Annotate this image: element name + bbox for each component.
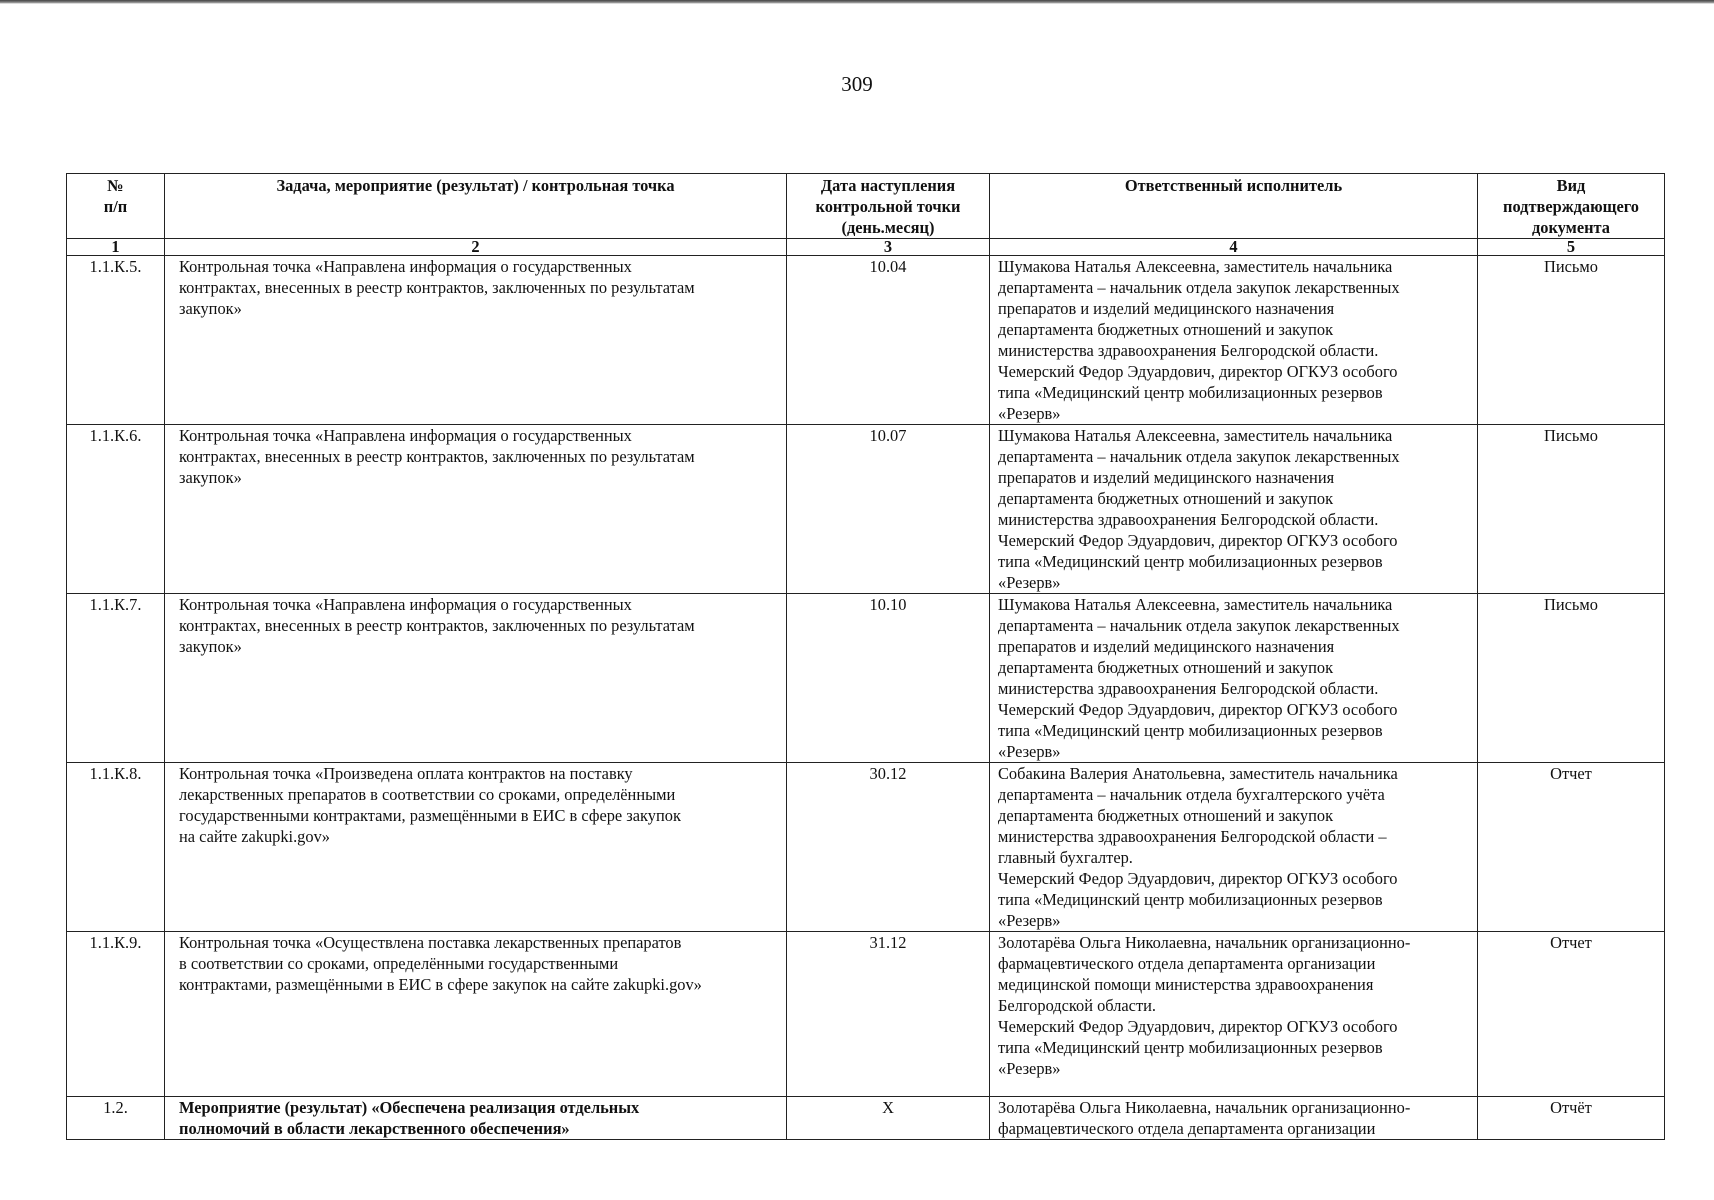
control-date: 10.04: [787, 256, 990, 425]
text-line: Шумакова Наталья Алексеевна, заместитель начальника: [998, 595, 1393, 614]
responsible-executor: [990, 425, 1478, 594]
column-number: 1: [67, 239, 165, 256]
item-number: 1.1.К.6.: [67, 425, 165, 594]
text-line: подтверждающего: [1503, 197, 1639, 216]
task-description: [165, 256, 787, 425]
text-line: Дата наступления: [820, 176, 956, 195]
text-line: Контрольная точка «Произведена оплата контрактов на поставку: [179, 764, 633, 783]
text-line: «Резерв»: [998, 1059, 1061, 1078]
text-line: Чемерский Федор Эдуардович, директор ОГКУЗ особого: [998, 869, 1398, 888]
text-line: медицинской помощи министерства здравоохранения: [998, 975, 1374, 994]
column-number: 2: [165, 239, 787, 256]
text-line: департамента бюджетных отношений и закупок: [998, 320, 1334, 339]
text-line: Контрольная точка «Направлена информация о государственных: [179, 257, 632, 276]
column-number-row: [67, 239, 1665, 256]
text-line: типа «Медицинский центр мобилизационных резервов: [998, 890, 1383, 909]
column-number: 5: [1478, 239, 1665, 256]
text-line: на сайте zakupki.gov»: [179, 827, 330, 846]
column-number: 4: [990, 239, 1478, 256]
document-type: Письмо: [1478, 425, 1665, 594]
text-line: препаратов и изделий медицинского назначения: [998, 299, 1335, 318]
responsible-executor: [990, 1097, 1478, 1140]
text-line: закупок»: [179, 637, 242, 656]
control-date: Х: [787, 1097, 990, 1140]
scan-edge: [0, 0, 1714, 4]
header-cell: [165, 174, 787, 239]
text-line: Собакина Валерия Анатольевна, заместитель начальника: [998, 764, 1398, 783]
item-number: 1.2.: [67, 1097, 165, 1140]
control-points-table: [66, 173, 1665, 1140]
text-line: препаратов и изделий медицинского назначения: [998, 468, 1335, 487]
text-line: (день.месяц): [841, 218, 935, 237]
text-line: Контрольная точка «Направлена информация о государственных: [179, 426, 632, 445]
task-description: [165, 1097, 787, 1140]
text-line: полномочий в области лекарственного обеспечения»: [179, 1119, 570, 1138]
text-line: Чемерский Федор Эдуардович, директор ОГКУЗ особого: [998, 362, 1398, 381]
control-date: 10.07: [787, 425, 990, 594]
document-type: Письмо: [1478, 256, 1665, 425]
text-line: Чемерский Федор Эдуардович, директор ОГКУЗ особого: [998, 531, 1398, 550]
column-number: 3: [787, 239, 990, 256]
page-number: 309: [841, 72, 873, 96]
text-line: Мероприятие (результат) «Обеспечена реализация отдельных: [179, 1098, 640, 1117]
text-line: документа: [1531, 218, 1610, 237]
text-line: министерства здравоохранения Белгородской области.: [998, 341, 1379, 360]
control-date: 30.12: [787, 763, 990, 932]
table-row: [67, 425, 1665, 594]
control-date: 31.12: [787, 932, 990, 1097]
item-number: 1.1.К.9.: [67, 932, 165, 1097]
text-line: контрактах, внесенных в реестр контрактов, заключенных по результатам: [179, 447, 695, 466]
document-type: Отчёт: [1478, 1097, 1665, 1140]
task-description: [165, 932, 787, 1097]
text-line: Золотарёва Ольга Николаевна, начальник организационно-: [998, 933, 1411, 952]
task-description: [165, 425, 787, 594]
text-line: департамента бюджетных отношений и закупок: [998, 658, 1334, 677]
table-row: [67, 763, 1665, 932]
text-line: фармацевтического отдела департамента организации: [998, 954, 1376, 973]
text-line: департамента – начальник отдела закупок лекарственных: [998, 278, 1400, 297]
text-line: департамента бюджетных отношений и закупок: [998, 489, 1334, 508]
document-type: Отчет: [1478, 932, 1665, 1097]
header-cell: [787, 174, 990, 239]
text-line: департамента – начальник отдела закупок лекарственных: [998, 447, 1400, 466]
text-line: контрактах, внесенных в реестр контрактов, заключенных по результатам: [179, 616, 695, 635]
text-line: п/п: [103, 197, 128, 216]
text-line: Ответственный исполнитель: [1124, 176, 1343, 195]
text-line: департамента – начальник отдела закупок лекарственных: [998, 616, 1400, 635]
text-line: Чемерский Федор Эдуардович, директор ОГКУЗ особого: [998, 700, 1398, 719]
item-number: 1.1.К.8.: [67, 763, 165, 932]
header-cell: [1478, 174, 1665, 239]
header-cell: [990, 174, 1478, 239]
text-line: контрактах, внесенных в реестр контрактов, заключенных по результатам: [179, 278, 695, 297]
table-row: [67, 1097, 1665, 1140]
text-line: Контрольная точка «Направлена информация о государственных: [179, 595, 632, 614]
task-description: [165, 594, 787, 763]
text-line: министерства здравоохранения Белгородской области –: [998, 827, 1387, 846]
text-line: министерства здравоохранения Белгородской области.: [998, 679, 1379, 698]
table-header-row: [67, 174, 1665, 239]
text-line: «Резерв»: [998, 404, 1061, 423]
item-number: 1.1.К.5.: [67, 256, 165, 425]
text-line: закупок»: [179, 468, 242, 487]
text-line: типа «Медицинский центр мобилизационных резервов: [998, 552, 1383, 571]
text-line: типа «Медицинский центр мобилизационных резервов: [998, 721, 1383, 740]
text-line: типа «Медицинский центр мобилизационных резервов: [998, 1038, 1383, 1057]
text-line: Шумакова Наталья Алексеевна, заместитель начальника: [998, 257, 1393, 276]
text-line: Золотарёва Ольга Николаевна, начальник организационно-: [998, 1098, 1411, 1117]
responsible-executor: [990, 256, 1478, 425]
text-line: контрольной точки: [815, 197, 961, 216]
responsible-executor: [990, 594, 1478, 763]
text-line: департамента бюджетных отношений и закупок: [998, 806, 1334, 825]
text-line: закупок»: [179, 299, 242, 318]
text-line: Контрольная точка «Осуществлена поставка лекарственных препаратов: [179, 933, 682, 952]
text-line: «Резерв»: [998, 911, 1061, 930]
text-line: №: [107, 176, 124, 195]
text-line: департамента – начальник отдела бухгалтерского учёта: [998, 785, 1385, 804]
document-type: Отчет: [1478, 763, 1665, 932]
text-line: Чемерский Федор Эдуардович, директор ОГКУЗ особого: [998, 1017, 1398, 1036]
text-line: контрактами, размещёнными в ЕИС в сфере закупок на сайте zakupki.gov»: [179, 975, 702, 994]
table-row: [67, 256, 1665, 425]
text-line: лекарственных препаратов в соответствии со сроками, определёнными: [179, 785, 676, 804]
text-line: Белгородской области.: [998, 996, 1156, 1015]
responsible-executor: [990, 932, 1478, 1097]
text-line: Шумакова Наталья Алексеевна, заместитель начальника: [998, 426, 1393, 445]
table-row: [67, 594, 1665, 763]
text-line: в соответствии со сроками, определёнными государственными: [179, 954, 619, 973]
text-line: «Резерв»: [998, 742, 1061, 761]
table-row: [67, 932, 1665, 1097]
text-line: государственными контрактами, размещёнными в ЕИС в сфере закупок: [179, 806, 681, 825]
text-line: министерства здравоохранения Белгородской области.: [998, 510, 1379, 529]
item-number: 1.1.К.7.: [67, 594, 165, 763]
text-line: Задача, мероприятие (результат) / контрольная точка: [276, 176, 675, 195]
text-line: фармацевтического отдела департамента организации: [998, 1119, 1376, 1138]
text-line: препаратов и изделий медицинского назначения: [998, 637, 1335, 656]
text-line: главный бухгалтер.: [998, 848, 1133, 867]
document-type: Письмо: [1478, 594, 1665, 763]
task-description: [165, 763, 787, 932]
text-line: Вид: [1556, 176, 1586, 195]
header-cell: [67, 174, 165, 239]
text-line: типа «Медицинский центр мобилизационных резервов: [998, 383, 1383, 402]
control-date: 10.10: [787, 594, 990, 763]
text-line: «Резерв»: [998, 573, 1061, 592]
responsible-executor: [990, 763, 1478, 932]
